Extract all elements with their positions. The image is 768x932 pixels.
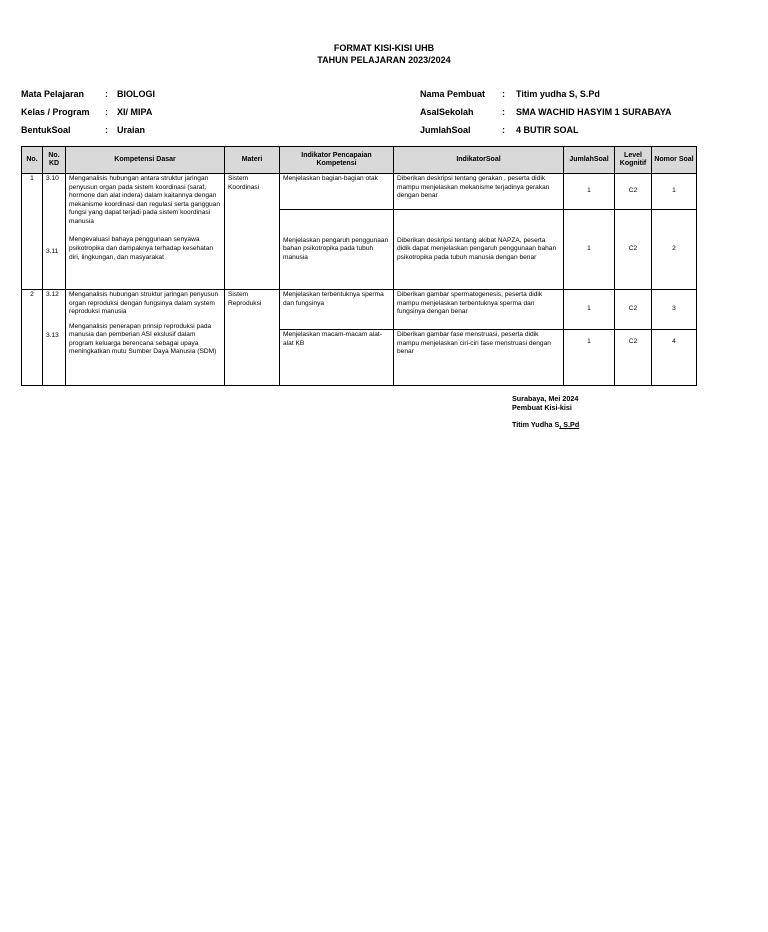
cell-kompetensi-dasar [66,174,225,290]
document-subtitle: TAHUN PELAJARAN 2023/2024 [317,55,451,65]
colon: : [105,125,108,135]
cell-nomor: 3 [652,290,697,330]
table-row [22,290,697,330]
cell-kd-code [43,174,66,290]
cell-jumlah: 1 [564,210,615,290]
kd-text: Menganalisis hubungan struktur jaringan penyusun organ reproduksi dengan fungsinya dalam system reproduksi manusia [69,291,219,316]
header-indikator-soal: IndikatorSoal [394,147,564,174]
cell-indikator-soal: Diberikan deskripsi tentang akibat NAPZA, peserta didik dapat menjelaskan pengaruh penggunaan bahan psikotropika pada tubuh manusia dengan benar [394,210,564,290]
header-level-kognitif: Level Kognitif [615,147,652,174]
cell-ipk: Menjelaskan terbentuknya sperma dan fungsinya [280,290,394,330]
cell-ipk: Menjelaskan macam-macam alat-alat KB [280,330,394,386]
cell-ipk: Menjelaskan pengaruh penggunaan bahan psikotropika pada tubuh manusia [280,210,394,290]
signature-role: Pembuat Kisi-kisi [512,403,572,412]
kd-code: 3.13 [46,331,59,339]
cell-materi: Sistem Koordinasi [225,174,280,290]
colon: : [105,89,108,99]
colon: : [502,125,505,135]
cell-materi: Sistem Reproduksi [225,290,280,386]
cell-level: C2 [615,330,652,386]
label-asal-sekolah: AsalSekolah [420,107,474,117]
cell-indikator-soal: Diberikan deskripsi tentang gerakan , peserta didik mampu menjelaskan mekanisme terjadinya gerakan dengan benar [394,174,564,210]
signature-block [512,420,579,429]
kisi-kisi-table [21,146,697,386]
value-asal-sekolah: SMA WACHID HASYIM 1 SURABAYA [516,107,672,117]
value-kelas-program: XI/ MIPA [117,107,153,117]
label-mata-pelajaran: Mata Pelajaran [21,89,85,99]
kd-code: 3.12 [46,291,59,298]
document-title: FORMAT KISI-KISI UHB [333,43,435,53]
table-row [22,174,697,210]
header-no: No. [22,147,43,174]
header-kompetensi-dasar: Kompetensi Dasar [66,147,225,174]
label-jumlah-soal: JumlahSoal [420,125,471,135]
cell-indikator-soal: Diberikan gambar spermatogenesis, peserta didik mampu menjelaskan terbentuknya sperma dan fungsinya dengan benar [394,290,564,330]
label-nama-pembuat: Nama Pembuat [420,89,486,99]
header-indikator-pencapaian: Indikator Pencapaian Kompetensi [280,147,394,174]
cell-kd-code [43,290,66,386]
header-materi: Materi [225,147,280,174]
label-kelas-program: Kelas / Program [21,107,90,117]
kd-text: Menganalisis penerapan prinsip reproduksi pada manusia dan pemberian ASI ekslusif dalam program keluarga berencana sebagai upaya meningkatkan mutu Sumber Daya Manusia (SDM) [69,322,217,356]
cell-jumlah: 1 [564,330,615,386]
cell-level: C2 [615,210,652,290]
kd-text: Menganalisis hubungan antara struktur jaringan penyusun organ pada sistem koordinasi (saraf, hormone dan alat indera) dalam kaitannya dengan mekanisme koordinasi dan regulasi serta gangguan fungsi yang dapat terjadi pada sistem koordinasi manusia [69,175,221,225]
signature-place-date: Surabaya, Mei 2024 [512,394,579,403]
cell-ipk: Menjelaskan bagian-bagian otak [280,174,394,210]
kd-text: Mengevaluasi bahaya penggunaan senyawa psikotropika dan dampaknya terhadap kesehatan diri, lingkungan, dan masyarakat [69,236,214,261]
cell-jumlah: 1 [564,290,615,330]
colon: : [502,107,505,117]
label-bentuk-soal: BentukSoal [21,125,71,135]
header-jumlah-soal: JumlahSoal [564,147,615,174]
value-jumlah-soal: 4 BUTIR SOAL [516,125,579,135]
header-nomor-soal: Nomor Soal [652,147,697,174]
cell-jumlah: 1 [564,174,615,210]
signature-name: Titim Yudha S [512,420,560,429]
value-mata-pelajaran: BIOLOGI [117,89,155,99]
table-header-row [22,147,697,174]
cell-nomor: 4 [652,330,697,386]
kd-code: 3.11 [46,247,59,255]
colon: : [502,89,505,99]
cell-kompetensi-dasar [66,290,225,386]
colon: : [105,107,108,117]
kd-code: 3.10 [46,175,59,182]
cell-no: 2 [22,290,43,386]
cell-no: 1 [22,174,43,290]
cell-level: C2 [615,174,652,210]
cell-nomor: 2 [652,210,697,290]
signature-title: , S.Pd [559,420,580,429]
cell-level: C2 [615,290,652,330]
value-bentuk-soal: Uraian [117,125,146,135]
cell-indikator-soal: Diberikan gambar fase menstruasi, peserta didik mampu menjelaskan ciri-ciri fase menstruasi dengan benar [394,330,564,386]
header-no-kd: No. KD [43,147,66,174]
cell-nomor: 1 [652,174,697,210]
value-nama-pembuat: Titim yudha S, S.Pd [516,89,600,99]
